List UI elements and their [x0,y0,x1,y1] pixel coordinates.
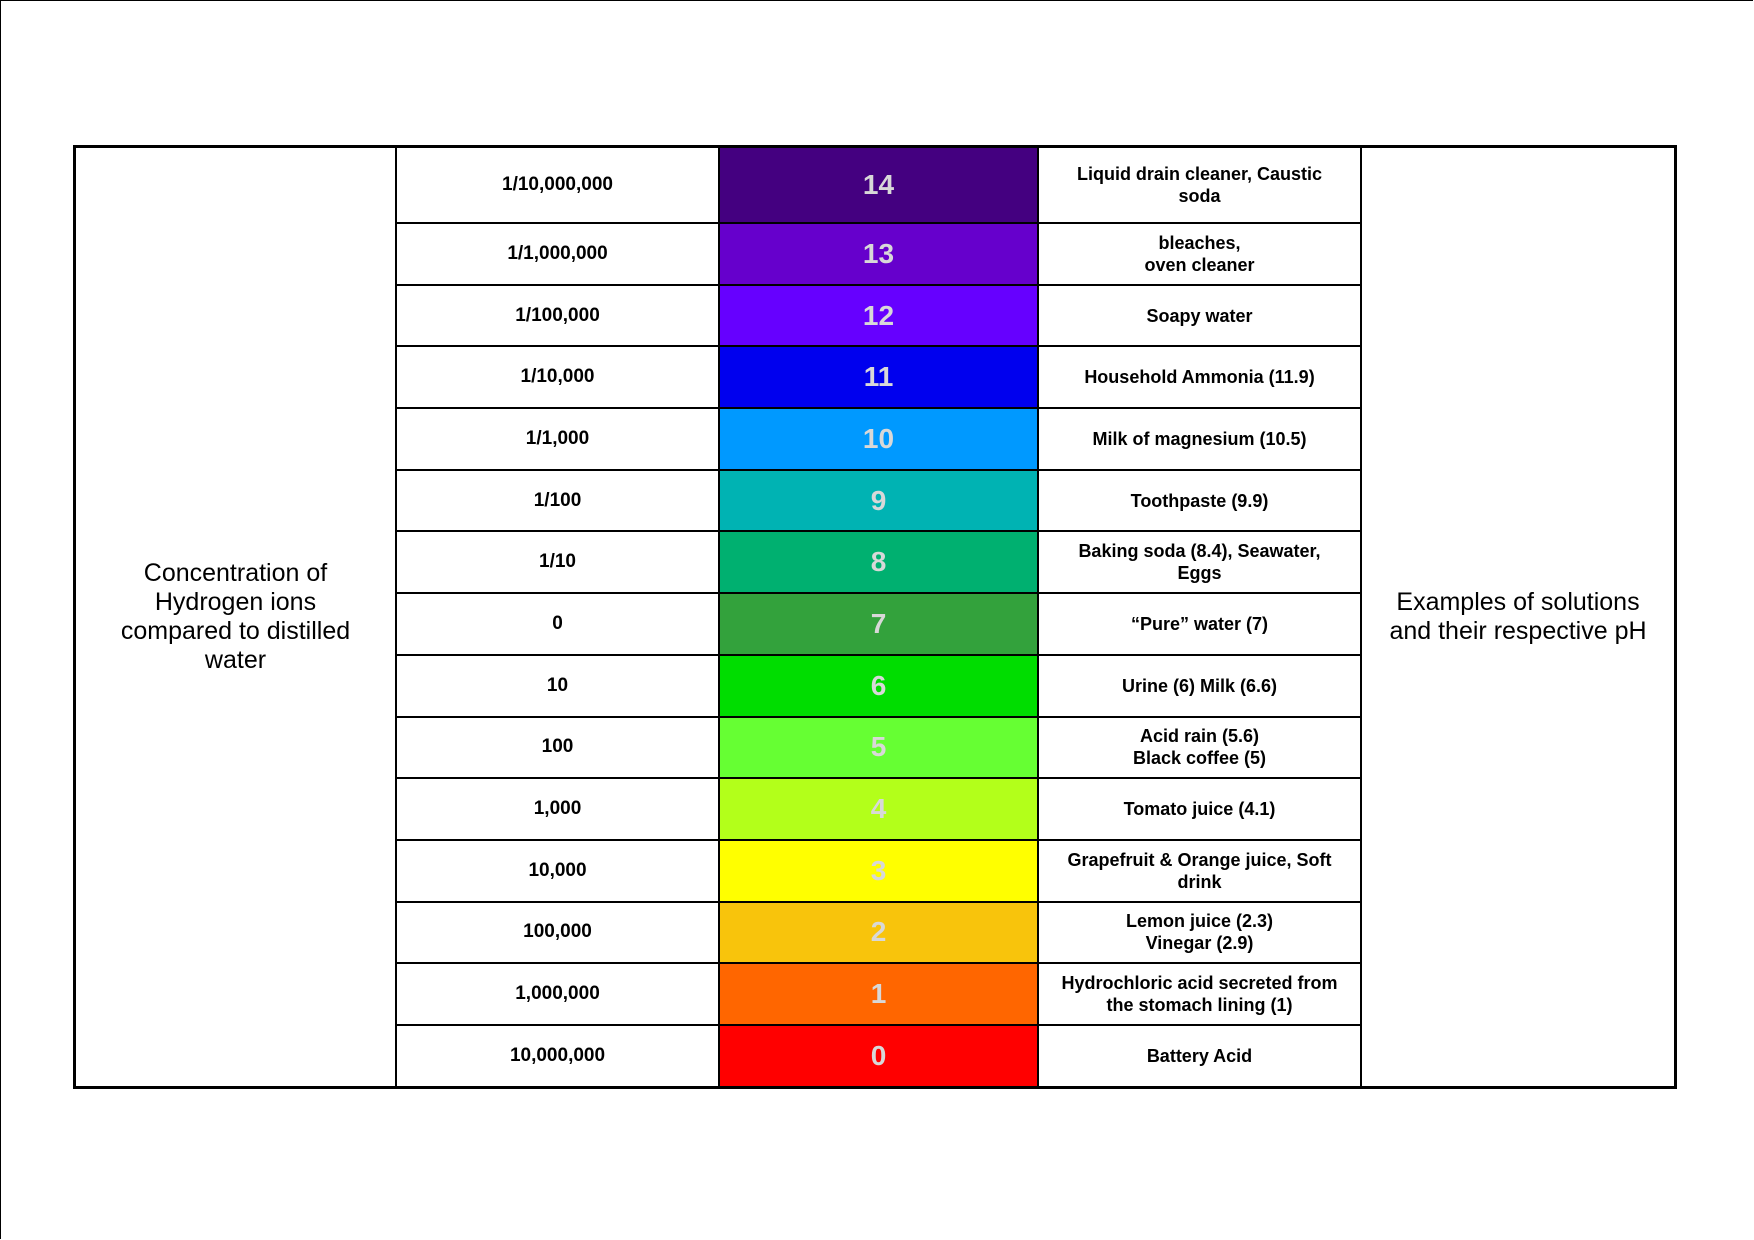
ph-value-cell: 8 [718,532,1039,594]
example-solution-cell: Lemon juice (2.3) Vinegar (2.9) [1039,903,1360,965]
ph-value-cell: 3 [718,841,1039,903]
example-solution-cell: Battery Acid [1146,1045,1253,1066]
ph-value-cell: 4 [718,779,1039,841]
ph-value-cell: 5 [718,718,1039,780]
ph-value-cell: 11 [718,347,1039,409]
examples-column-label: Examples of solutions and their respective pH [1360,148,1674,1086]
concentration-cell: 0 [397,594,718,656]
ph-value-cell: 7 [718,594,1039,656]
concentration-cell: 1/10,000 [397,347,718,409]
concentration-column-label: Concentration of Hydrogen ions compared to distilled water [76,148,397,1086]
concentration-cell: 10,000,000 [509,1044,606,1066]
concentration-cell: 10,000 [397,841,718,903]
ph-value-cell: 1 [718,964,1039,1026]
ph-value-cell: 10 [718,409,1039,471]
concentration-cell: 10 [397,656,718,718]
concentration-cell: 1/100,000 [397,286,718,348]
ph-value-cell: 6 [718,656,1039,718]
example-solution-cell: Liquid drain cleaner, Caustic soda [1039,148,1360,224]
concentration-cell: 100,000 [397,903,718,965]
concentration-cell: 1,000,000 [397,964,718,1026]
example-solution-cell: Soapy water [1039,286,1360,348]
concentration-cell: 1/1,000,000 [397,224,718,286]
ph-value-cell: 9 [718,471,1039,533]
ph-value-cell: 12 [718,286,1039,348]
ph-value-cell: 13 [718,224,1039,286]
example-solution-cell: Grapefruit & Orange juice, Soft drink [1039,841,1360,903]
example-solution-cell: Toothpaste (9.9) [1039,471,1360,533]
example-solution-cell: Milk of magnesium (10.5) [1039,409,1360,471]
concentration-cell: 1/1,000 [397,409,718,471]
concentration-cell: 1/10 [397,532,718,594]
example-solution-cell: Hydrochloric acid secreted from the stomach lining (1) [1039,964,1360,1026]
example-solution-cell: Acid rain (5.6) Black coffee (5) [1039,718,1360,780]
ph-value-cell: 14 [718,148,1039,224]
concentration-cell: 1/10,000,000 [397,148,718,224]
ph-value-cell: 2 [718,903,1039,965]
example-solution-cell: “Pure” water (7) [1039,594,1360,656]
concentration-cell: 1,000 [397,779,718,841]
concentration-cell: 1/100 [397,471,718,533]
example-solution-cell: Tomato juice (4.1) [1039,779,1360,841]
example-solution-cell: Baking soda (8.4), Seawater, Eggs [1039,532,1360,594]
example-solution-cell: bleaches, oven cleaner [1039,224,1360,286]
ph-value-cell: 0 [718,1026,1039,1086]
example-solution-cell: Household Ammonia (11.9) [1039,347,1360,409]
ph-scale-table [73,145,1677,1089]
example-solution-cell: Urine (6) Milk (6.6) [1039,656,1360,718]
concentration-cell: 100 [397,718,718,780]
